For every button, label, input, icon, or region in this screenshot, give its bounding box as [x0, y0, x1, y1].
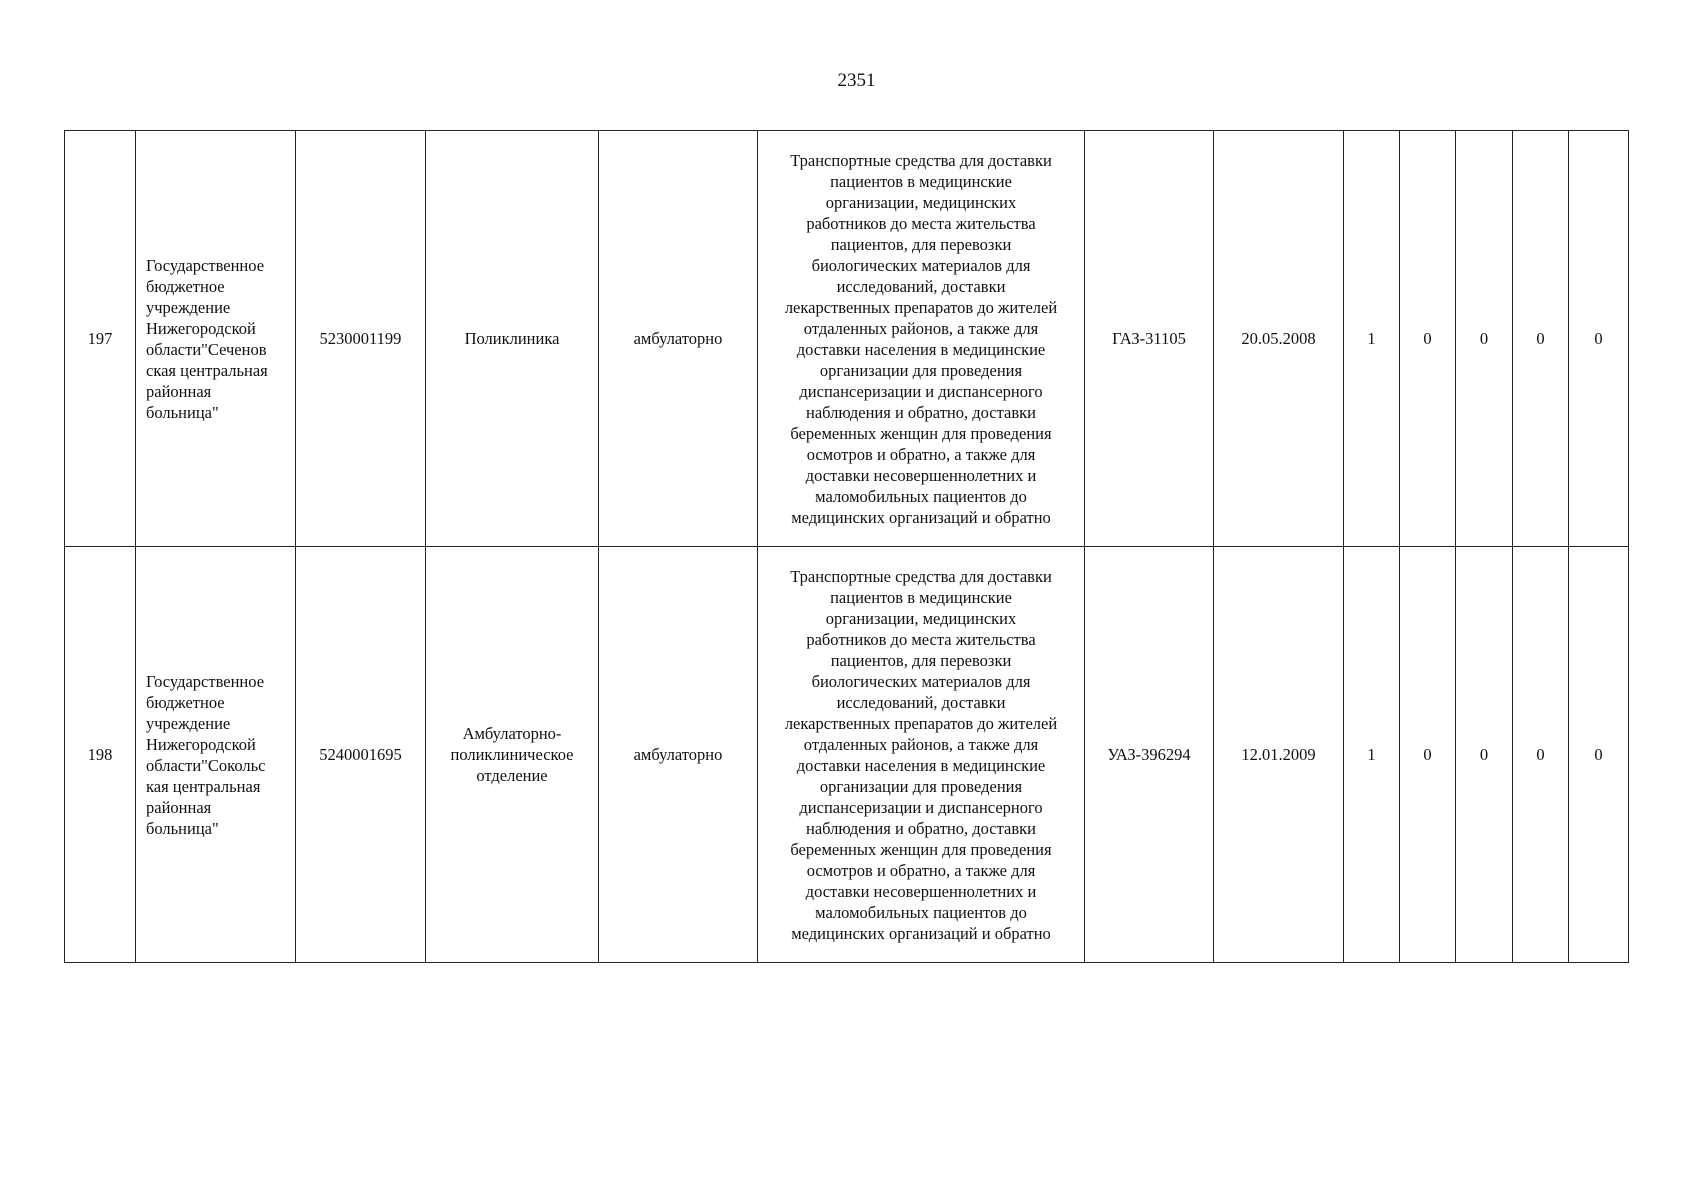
- purpose-line: пациентов в медицинские: [830, 171, 1012, 191]
- care-form-cell: амбулаторно: [599, 547, 758, 963]
- purpose-line: исследований, доставки: [836, 276, 1006, 296]
- purpose-line: Транспортные средства для доставки: [790, 150, 1052, 170]
- purpose-line: осмотров и обратно, а также для: [806, 860, 1036, 880]
- purpose-line: маломобильных пациентов до: [815, 902, 1027, 922]
- table-row: [65, 131, 1629, 547]
- purpose-cell: [758, 131, 1085, 547]
- purpose-line: пациентов в медицинские: [830, 587, 1012, 607]
- organization-line: кая центральная: [146, 776, 261, 796]
- organization-line: бюджетное: [146, 276, 225, 296]
- unit-cell: [426, 131, 599, 547]
- purpose-line: пациентов, для перевозки: [830, 650, 1012, 670]
- registry-body: [65, 131, 1629, 963]
- count-cell: 0: [1513, 131, 1569, 547]
- organization-line: области"Сокольс: [146, 755, 266, 775]
- unit-line: Поликлиника: [464, 329, 560, 348]
- purpose-line: организации, медицинских: [825, 192, 1017, 212]
- purpose-line: медицинских организаций и обратно: [791, 923, 1051, 943]
- organization-cell: [136, 547, 296, 963]
- purpose-line: беременных женщин для проведения: [790, 423, 1052, 443]
- page-number: 2351: [837, 70, 876, 91]
- organization-line: Нижегородской: [146, 318, 256, 338]
- purpose-line: доставки несовершеннолетних и: [805, 465, 1037, 485]
- registry-table: [64, 130, 1629, 963]
- count-cell: 0: [1456, 131, 1513, 547]
- date-cell: 20.05.2008: [1214, 131, 1344, 547]
- count-cell: 0: [1400, 547, 1456, 963]
- count-cell: 0: [1569, 131, 1629, 547]
- purpose-line: доставки населения в медицинские: [796, 755, 1046, 775]
- organization-line: учреждение: [146, 713, 231, 733]
- purpose-line: диспансеризации и диспансерного: [799, 797, 1043, 817]
- organization-cell: [136, 131, 296, 547]
- organization-line: больница": [146, 402, 219, 422]
- organization-line: ская центральная: [146, 360, 268, 380]
- organization-line: учреждение: [146, 297, 231, 317]
- care-form-cell: амбулаторно: [599, 131, 758, 547]
- purpose-line: доставки населения в медицинские: [796, 339, 1046, 359]
- organization-line: Государственное: [146, 255, 265, 275]
- purpose-line: беременных женщин для проведения: [790, 839, 1052, 859]
- vehicle-model-cell: УАЗ-396294: [1085, 547, 1214, 963]
- purpose-line: Транспортные средства для доставки: [790, 566, 1052, 586]
- unit-line: Амбулаторно-: [462, 724, 562, 743]
- vehicle-model-cell: ГАЗ-31105: [1085, 131, 1214, 547]
- code-cell: 5240001695: [296, 547, 426, 963]
- organization-line: Государственное: [146, 671, 265, 691]
- row-index-cell: 197: [65, 131, 136, 547]
- purpose-line: медицинских организаций и обратно: [791, 507, 1051, 527]
- count-cell: 1: [1344, 547, 1400, 963]
- purpose-line: маломобильных пациентов до: [815, 486, 1027, 506]
- purpose-line: биологических материалов для: [811, 671, 1031, 691]
- purpose-line: организации, медицинских: [825, 608, 1017, 628]
- purpose-line: осмотров и обратно, а также для: [806, 444, 1036, 464]
- unit-cell: [426, 547, 599, 963]
- count-cell: 0: [1456, 547, 1513, 963]
- purpose-line: отдаленных районов, а также для: [803, 318, 1039, 338]
- purpose-line: диспансеризации и диспансерного: [799, 381, 1043, 401]
- organization-line: районная: [146, 381, 212, 401]
- purpose-line: наблюдения и обратно, доставки: [806, 402, 1036, 422]
- purpose-line: наблюдения и обратно, доставки: [806, 818, 1036, 838]
- code-cell: 5230001199: [296, 131, 426, 547]
- organization-line: районная: [146, 797, 212, 817]
- purpose-line: работников до места жительства: [806, 213, 1036, 233]
- count-cell: 0: [1569, 547, 1629, 963]
- purpose-line: отдаленных районов, а также для: [803, 734, 1039, 754]
- unit-line: поликлиническое: [450, 745, 574, 764]
- purpose-line: исследований, доставки: [836, 692, 1006, 712]
- organization-line: области"Сеченов: [146, 339, 267, 359]
- purpose-line: доставки несовершеннолетних и: [805, 881, 1037, 901]
- purpose-cell: [758, 547, 1085, 963]
- purpose-line: организации для проведения: [819, 776, 1023, 796]
- date-cell: 12.01.2009: [1214, 547, 1344, 963]
- count-cell: 0: [1400, 131, 1456, 547]
- purpose-line: пациентов, для перевозки: [830, 234, 1012, 254]
- row-index-cell: 198: [65, 547, 136, 963]
- purpose-line: работников до места жительства: [806, 629, 1036, 649]
- organization-line: бюджетное: [146, 692, 225, 712]
- count-cell: 0: [1513, 547, 1569, 963]
- purpose-line: биологических материалов для: [811, 255, 1031, 275]
- organization-line: Нижегородской: [146, 734, 256, 754]
- organization-line: больница": [146, 818, 219, 838]
- purpose-line: организации для проведения: [819, 360, 1023, 380]
- unit-line: отделение: [476, 766, 548, 785]
- purpose-line: лекарственных препаратов до жителей: [784, 713, 1058, 733]
- purpose-line: лекарственных препаратов до жителей: [784, 297, 1058, 317]
- table-row: [65, 547, 1629, 963]
- count-cell: 1: [1344, 131, 1400, 547]
